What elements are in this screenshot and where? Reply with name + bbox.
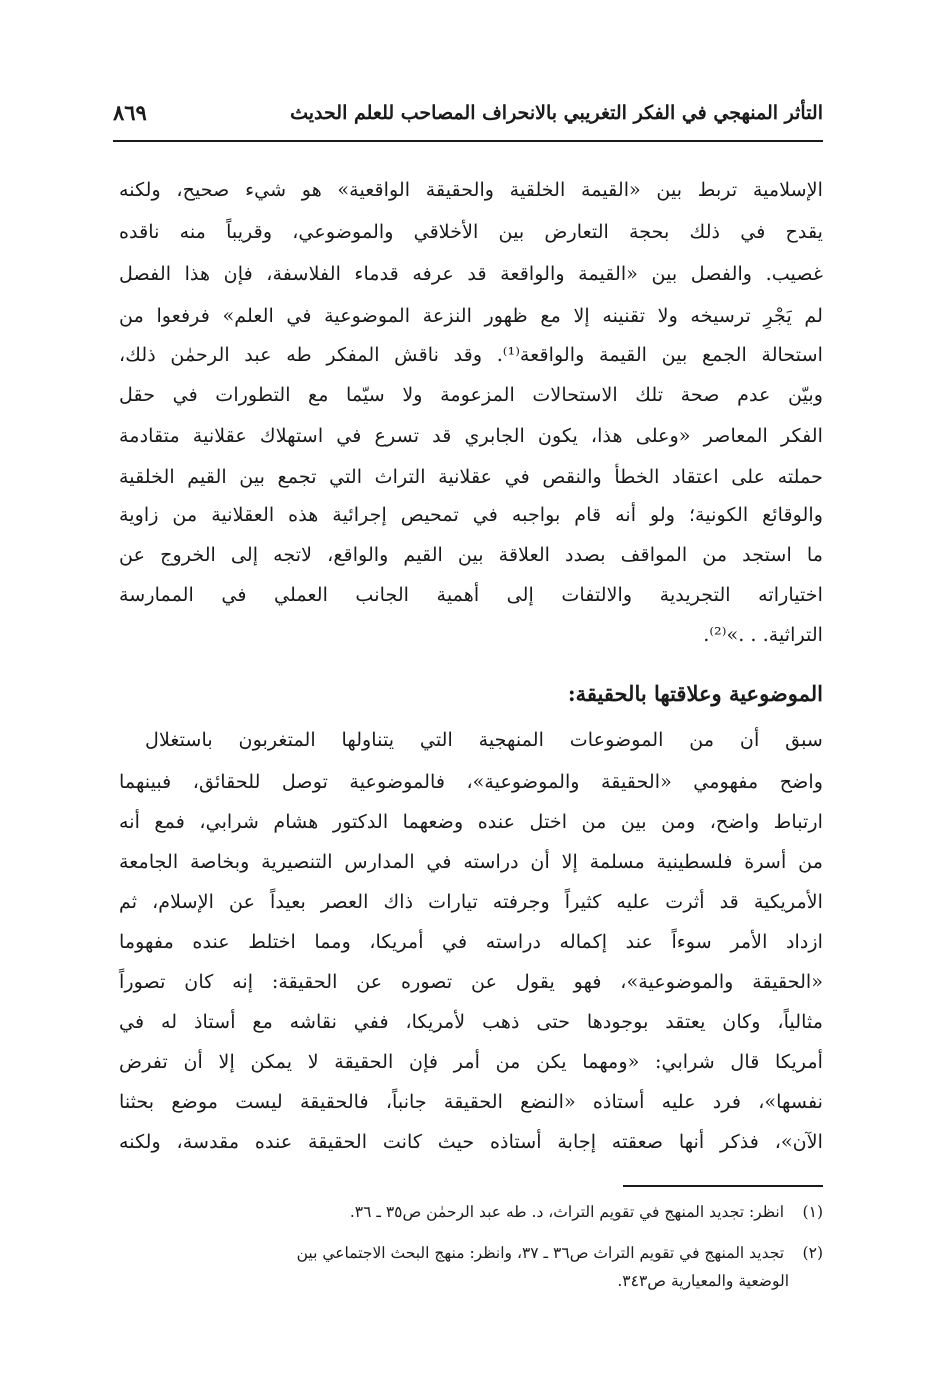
text-line: والوقائع الكونية؛ ولو أنه قام بواجبه في تمحيص إجرائية هذه العقلانية من زاوية bbox=[119, 503, 823, 526]
footnote-2-continuation: الوضعية والمعيارية ص٣٤٣. bbox=[617, 1272, 789, 1290]
footnote-rule bbox=[623, 1185, 823, 1187]
header-rule bbox=[113, 140, 823, 142]
header-title: التأثر المنهجي في الفكر التغريبي بالانحراف المصاحب للعلم الحديث bbox=[290, 102, 823, 124]
text-line: استحالة الجمع بين القيمة والواقعة⁽¹⁾. وقد ناقش المفكر طه عبد الرحمٰن ذلك، bbox=[119, 343, 823, 366]
text-line: «الحقيقة والموضوعية»، فهو يقول عن تصوره عن الحقيقة: إنه كان تصوراً bbox=[119, 970, 823, 993]
text-line: ارتباط واضح، ومن بين من اختل عنده وضعهما الدكتور هشام شرابي، فمع أنه bbox=[119, 810, 823, 833]
text-line: سبق أن من الموضوعات المنهجية التي يتناولها المتغربون باستغلال bbox=[145, 728, 823, 751]
text-line: لم يَجْرِ ترسيخه ولا تقنينه إلا مع ظهور النزعة الموضوعية في العلم» فرفعوا من bbox=[119, 304, 823, 327]
text-line: الإسلامية تربط بين «القيمة الخلقية والحقيقة الواقعية» هو شيء صحيح، ولكنه bbox=[119, 178, 823, 201]
text-line: ما استجد من المواقف بصدد العلاقة بين القيم والواقع، لاتجه إلى الخروج عن bbox=[119, 543, 823, 566]
text-line: أمريكا قال شرابي: «ومهما يكن من أمر فإن الحقيقة لا يمكن إلا أن تفرض bbox=[119, 1050, 823, 1073]
running-header bbox=[113, 98, 823, 138]
footnote-2 bbox=[119, 1238, 823, 1268]
text-line: ازداد الأمر سوءاً عند إكماله دراسته في أمريكا، ومما اختلط عنده مفهوما bbox=[119, 930, 823, 953]
footnote-number: (٢) bbox=[802, 1244, 823, 1262]
text-line: وبيّن عدم صحة تلك الاستحالات المزعومة ولا سيّما مع التطورات في حقل bbox=[119, 383, 823, 406]
text-line: التراثية. . .»⁽²⁾. bbox=[703, 623, 823, 646]
text-line: الفكر المعاصر «وعلى هذا، يكون الجابري قد تسرع في استهلاك عقلانية متقادمة bbox=[119, 424, 823, 447]
text-line: الآن»، فذكر أنها صعقته إجابة أستاذه حيث كانت الحقيقة عنده مقدسة، ولكنه bbox=[119, 1130, 823, 1153]
text-line: من أسرة فلسطينية مسلمة إلا أن دراسته في المدارس التنصيرية وبخاصة الجامعة bbox=[119, 850, 823, 873]
text-line: اختياراته التجريدية والالتفات إلى أهمية الجانب العملي في الممارسة bbox=[119, 583, 823, 606]
page-number: ٨٦٩ bbox=[113, 100, 147, 125]
footnote-text: انظر: تجديد المنهج في تقويم التراث، د. طه عبد الرحمٰن ص٣٥ ـ ٣٦. bbox=[349, 1203, 785, 1221]
text-line: غصيب. والفصل بين «القيمة والواقعة قد عرفه قدماء الفلاسفة، فإن هذا الفصل bbox=[119, 262, 823, 285]
footnote-text: تجديد المنهج في تقويم التراث ص٣٦ ـ ٣٧، وانظر: منهج البحث الاجتماعي بين bbox=[296, 1244, 785, 1262]
footnote-1 bbox=[119, 1197, 823, 1227]
text-line: يقدح في ذلك بحجة التعارض بين الأخلاقي والموضوعي، وقريباً منه ناقده bbox=[119, 220, 823, 243]
text-line: حملته على اعتقاد الخطأ والنقص في عقلانية التراث التي تجمع بين القيم الخلقية bbox=[119, 465, 823, 488]
section-heading: الموضوعية وعلاقتها بالحقيقة: bbox=[567, 681, 823, 706]
text-line: واضح مفهومي «الحقيقة والموضوعية»، فالموضوعية توصل للحقائق، فبينهما bbox=[119, 770, 823, 793]
footnote-number: (١) bbox=[802, 1203, 823, 1221]
text-line: الأمريكية قد أثرت عليه كثيراً وجرفته تيارات ذاك العصر بعيداً عن الإسلام، ثم bbox=[119, 890, 823, 913]
text-line: نفسها»، فرد عليه أستاذه «النضع الحقيقة جانباً، فالحقيقة ليست موضع بحثنا bbox=[119, 1090, 823, 1113]
text-line: مثالياً، وكان يعتقد بوجودها حتى ذهب لأمريكا، ففي نقاشه مع أستاذ له في bbox=[119, 1010, 823, 1033]
